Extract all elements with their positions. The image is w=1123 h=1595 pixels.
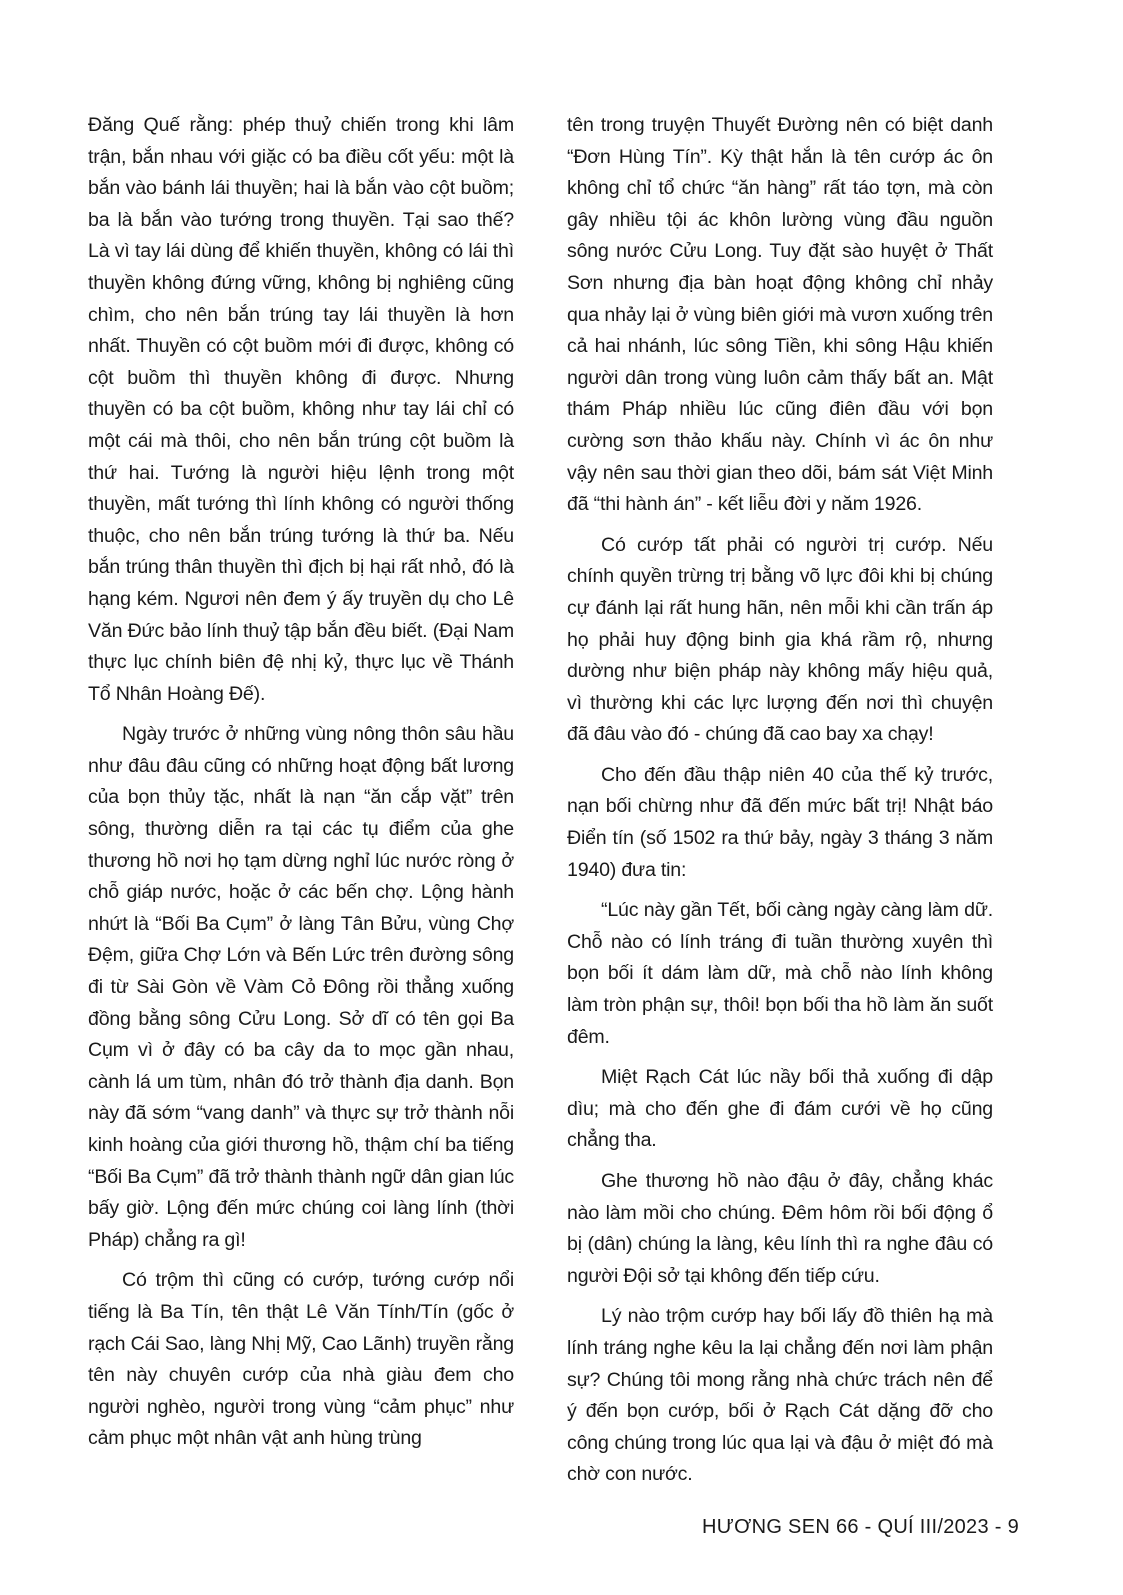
left-column	[88, 110, 514, 1464]
paragraph: Đăng Quế rằng: phép thuỷ chiến trong khi lâm trận, bắn nhau với giặc có ba điều cốt yếu: một là bắn vào bánh lái thuyền; hai là bắn vào cột buồm; ba là bắn vào tướng trong thuyền. Tại sao thế? Là vì tay lái dùng để khiến thuyền, không có lái thì thuyền không đứng vững, không bị nghiêng cũng chìm, cho nên bắn trúng tay lái thuyền là hơn nhất. Thuyền có cột buồm mới đi được, không có cột buồm thì thuyền không đi được. Nhưng thuyền có ba cột buồm, không như tay lái chỉ có một cái mà thôi, cho nên bắn trúng cột buồm là thứ hai. Tướng là người hiệu lệnh trong một thuyền, mất tướng thì lính không có người thống thuộc, cho nên bắn trúng tướng là thứ ba. Nếu bắn trúng thân thuyền thì địch bị hại rất nhỏ, đó là hạng kém. Ngươi nên đem ý ấy truyền dụ cho Lê Văn Đức bảo lính thuỷ tập bắn đều biết. (Đại Nam thực lục chính biên đệ nhị kỷ, thực lục về Thánh Tổ Nhân Hoàng Đế).	[88, 114, 514, 705]
paragraph: Có cướp tất phải có người trị cướp. Nếu chính quyền trừng trị bằng võ lực đôi khi bị chúng cự đánh lại rất hung hãn, nên mỗi khi cần trấn áp họ phải huy động binh gia khá rầm rộ, nhưng dường như biện pháp này không mấy hiệu quả, vì thường khi các lực lượng đến nơi thì chuyện đã đâu vào đó - chúng đã cao bay xa chạy!	[567, 533, 993, 746]
page-footer: HƯƠNG SEN 66 - QUÍ III/2023 - 9	[702, 1516, 1019, 1538]
paragraph: Ngày trước ở những vùng nông thôn sâu hầu như đâu đâu cũng có những hoạt động bất lương của bọn thủy tặc, nhất là nạn “ăn cắp vặt” trên sông, thường diễn ra tại các tụ điểm của ghe thương hồ nơi họ tạm dừng nghỉ lúc nước ròng ở chỗ giáp nước, hoặc ở các bến chợ. Lộng hành nhứt là “Bối Ba Cụm” ở làng Tân Bửu, vùng Chợ Đệm, giữa Chợ Lớn và Bến Lức trên đường sông đi từ Sài Gòn về Vàm Cỏ Đông rồi thẳng xuống đồng bằng sông Cửu Long. Sở dĩ có tên gọi Ba Cụm vì ở đây có ba cây da to mọc gần nhau, cành lá um tùm, nhân đó trở thành địa danh. Bọn này đã sớm “vang danh” và thực sự trở thành nỗi kinh hoàng của giới thương hồ, thậm chí ba tiếng “Bối Ba Cụm” đã trở thành thành ngữ dân gian lúc bấy giờ. Lộng đến mức chúng coi làng lính (thời Pháp) chẳng ra gì!	[88, 723, 514, 1251]
paragraph: tên trong truyện Thuyết Đường nên có biệt danh “Đơn Hùng Tín”. Kỳ thật hắn là tên cướp ác ôn không chỉ tổ chức “ăn hàng” rất táo tợn, mà còn gây nhiều tội ác khôn lường vùng đầu nguồn sông nước Cửu Long. Tuy đặt sào huyệt ở Thất Sơn nhưng địa bàn hoạt động không chỉ nhảy qua nhảy lại ở vùng biên giới mà vươn xuống trên cả hai nhánh, lúc sông Tiền, khi sông Hậu khiến người dân trong vùng luôn cảm thấy bất an. Mật thám Pháp nhiều lúc cũng điên đầu với bọn cường sơn thảo khấu này. Chính vì ác ôn như vậy nên sau thời gian theo dõi, bám sát Việt Minh đã “thi hành án” - kết liễu đời y năm 1926.	[567, 114, 993, 516]
paragraph: Ghe thương hồ nào đậu ở đây, chẳng khác nào làm mồi cho chúng. Đêm hôm rồi bối động ổ bị (dân) chúng la làng, kêu lính thì ra nghe đâu có người Đội sở tại không đến tiếp cứu.	[567, 1170, 993, 1287]
paragraph: “Lúc này gần Tết, bối càng ngày càng làm dữ. Chỗ nào có lính tráng đi tuần thường xuyên thì bọn bối ít dám làm dữ, mà chỗ nào lính không làm tròn phận sự, thôi! bọn bối tha hồ làm ăn suốt đêm.	[567, 899, 993, 1048]
right-column	[567, 110, 993, 1500]
paragraph: Có trộm thì cũng có cướp, tướng cướp nổi tiếng là Ba Tín, tên thật Lê Văn Tính/Tín (gốc ở rạch Cái Sao, làng Nhị Mỹ, Cao Lãnh) truyền rằng tên này chuyên cướp của nhà giàu đem cho người nghèo, người trong vùng “cảm phục” như cảm phục một nhân vật anh hùng trùng	[88, 1269, 514, 1450]
paragraph: Cho đến đầu thập niên 40 của thế kỷ trước, nạn bối chừng như đã đến mức bất trị! Nhật báo Điển tín (số 1502 ra thứ bảy, ngày 3 tháng 3 năm 1940) đưa tin:	[567, 763, 993, 881]
paragraph: Lý nào trộm cướp hay bối lấy đồ thiên hạ mà lính tráng nghe kêu la lại chẳng đến nơi làm phận sự? Chúng tôi mong rằng nhà chức trách nên để ý đến bọn cướp, bối ở Rạch Cát dặng đỡ cho công chúng trong lúc qua lại và đậu ở miệt đó mà chờ con nước.	[567, 1305, 993, 1486]
paragraph: Miệt Rạch Cát lúc nầy bối thả xuống đi dập dìu; mà cho đến ghe đi đám cưới về họ cũng chẳng tha.	[567, 1066, 993, 1152]
